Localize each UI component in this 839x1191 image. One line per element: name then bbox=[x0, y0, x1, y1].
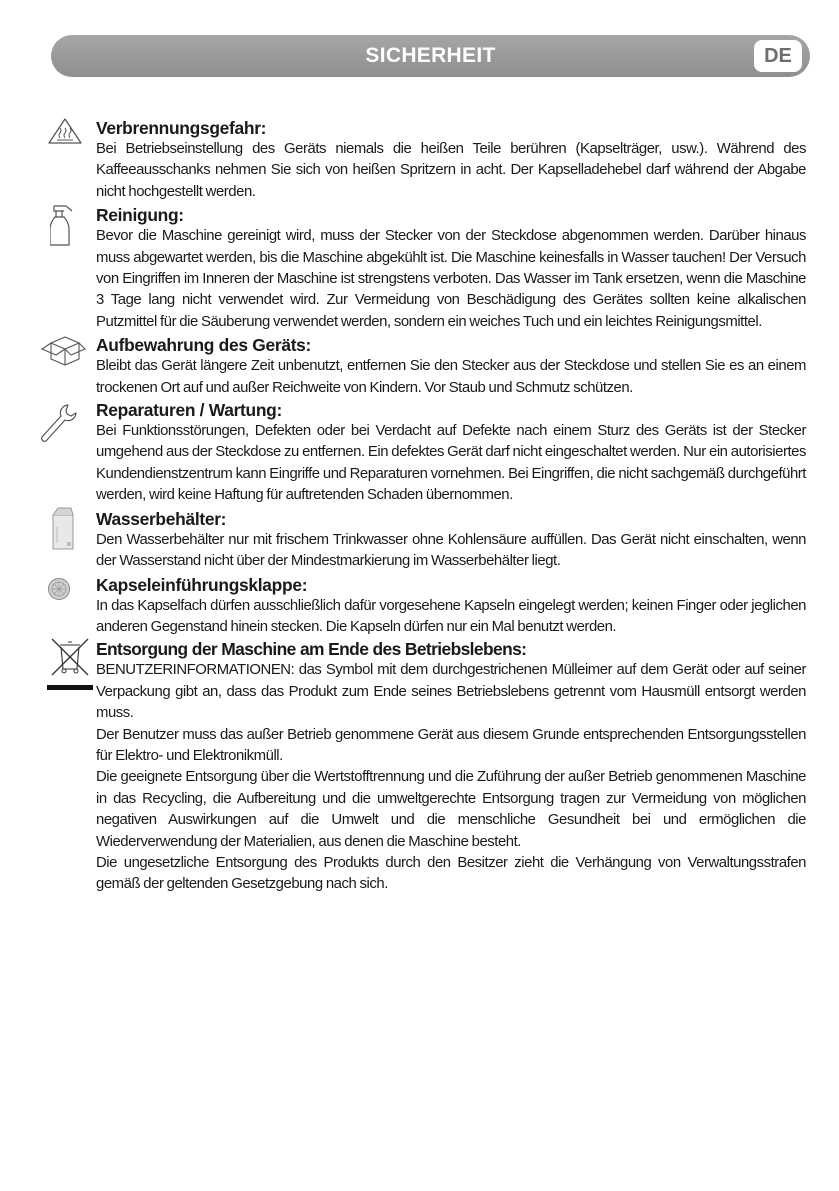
wrench-icon bbox=[38, 402, 78, 446]
page-title: SICHERHEIT bbox=[365, 44, 496, 67]
section-text: Die ungesetzliche Entsorgung des Produkts durch den Besitzer zieht die Verhängung von Verwaltungsstrafen gemäß der geltenden Gesetzgebung nach sich. bbox=[96, 854, 806, 893]
section-text: In das Kapselfach dürfen ausschließlich dafür vorgesehene Kapseln eingelegt werden; keinen Finger oder jeglichen anderen Gegenstand hinein stecken. Die Kapseln dürfen nur ein Mal benutzt werden. bbox=[96, 597, 806, 635]
section-title: Verbrennungsgefahr: bbox=[96, 118, 267, 138]
water-tank-icon bbox=[50, 505, 76, 553]
section-water-tank bbox=[96, 509, 806, 573]
section-text: Die geeignete Entsorgung über die Wertstofftrennung und die Zuführung der außer Betrieb genommenen Maschine in das Recycling, die Aufbereitung und die umweltgerechte Entsorgung tragen zur Vermeidung von möglichen negativen Auswirkungen auf die Umwelt und die menschliche Gesundheit bei und ermöglichen die Wiederverwendung der Materialien, aus denen die Maschine besteht. bbox=[96, 769, 806, 850]
language-badge: DE bbox=[754, 40, 802, 72]
section-disposal bbox=[96, 639, 806, 895]
section-title: Wasserbehälter: bbox=[96, 508, 227, 529]
section-text: Bevor die Maschine gereinigt wird, muss der Stecker von der Steckdose abgenommen werden. Darüber hinaus muss abgewartet werden, bis die Maschine abgekühlt ist. Die Maschine keinesfalls in Wasser tauchen! Der Versuch von Eingriffen im Inneren der Maschine ist strengstens verboten. Das Wasser im Tank ersetzen, wenn die Maschine 3 Tage lang nicht verwendet wird. Zur Vermeidung von Beschädigung des Gerätes sollten keine alkalischen Putzmittel für die Säuberung verwendet werden, sondern ein weiches Tuch und ein leichtes Reinigungsmittel. bbox=[96, 228, 806, 330]
section-capsule-flap bbox=[96, 575, 806, 639]
section-title: Kapseleinführungsklappe: bbox=[96, 574, 308, 595]
section-storage bbox=[96, 335, 806, 399]
section-text: Bei Betriebseinstellung des Geräts niemals die heißen Teile berühren (Kapselträger, usw.). Während des Kaffeeausschanks nehmen Sie sich von heißen Spritzern in acht. Der Kapselladehebel darf während der Abgabe nicht hochgestellt werden. bbox=[96, 141, 806, 200]
hot-surface-warning-icon bbox=[46, 116, 84, 146]
section-text: Bei Funktionsstörungen, Defekten oder bei Verdacht auf Defekte nach einem Sturz des Geräts ist der Stecker umgehend aus der Steckdose zu entfernen. Ein defektes Gerät darf nicht eingeschaltet werden. Nur ein autorisiertes Kundendienstzentrum kann Eingriffe und Reparaturen vornehmen. Bei Eingriffen, die nicht sachgemäß durchgeführt werden, wird keine Haftung für auftretenden Schaden übernommen. bbox=[96, 423, 806, 504]
section-cleaning bbox=[96, 205, 806, 333]
section-title: Reinigung: bbox=[96, 205, 184, 226]
section-text: Der Benutzer muss das außer Betrieb genommene Gerät aus diesem Grunde entsprechenden Entsorgungsstellen für Elektro- und Elektronikmüll. bbox=[96, 726, 806, 764]
section-title: Reparaturen / Wartung: bbox=[96, 400, 282, 421]
capsule-flap-icon bbox=[47, 577, 71, 601]
spray-bottle-icon bbox=[50, 203, 76, 249]
section-text: Bleibt das Gerät längere Zeit unbenutzt, entfernen Sie den Stecker aus der Steckdose und stellen Sie es an einem trockenen Ort auf und außer Reichweite von Kindern. Vor Staub und Schmutz schützen. bbox=[96, 358, 806, 396]
section-burn-hazard bbox=[96, 118, 806, 203]
section-header bbox=[51, 35, 810, 77]
section-title: Entsorgung der Maschine am Ende des Betriebslebens: bbox=[96, 639, 527, 660]
storage-box-icon bbox=[39, 333, 87, 369]
section-text: Den Wasserbehälter nur mit frischem Trinkwasser ohne Kohlensäure auffüllen. Das Gerät nicht einschalten, wenn der Wasserstand nicht über der Mindestmarkierung im Wasserbehälter liegt. bbox=[96, 531, 806, 570]
section-title: Aufbewahrung des Geräts: bbox=[96, 335, 312, 356]
section-repair bbox=[96, 400, 806, 507]
section-text: BENUTZERINFORMATIONEN: das Symbol mit dem durchgestrichenen Mülleimer auf dem Gerät oder auf seiner Verpackung gibt an, dass das Produkt zum Ende seines Betriebslebens getrennt vom Hausmüll entsorgt werden muss. bbox=[96, 662, 806, 722]
safety-content bbox=[96, 118, 806, 896]
crossed-out-bin-icon bbox=[46, 635, 94, 697]
